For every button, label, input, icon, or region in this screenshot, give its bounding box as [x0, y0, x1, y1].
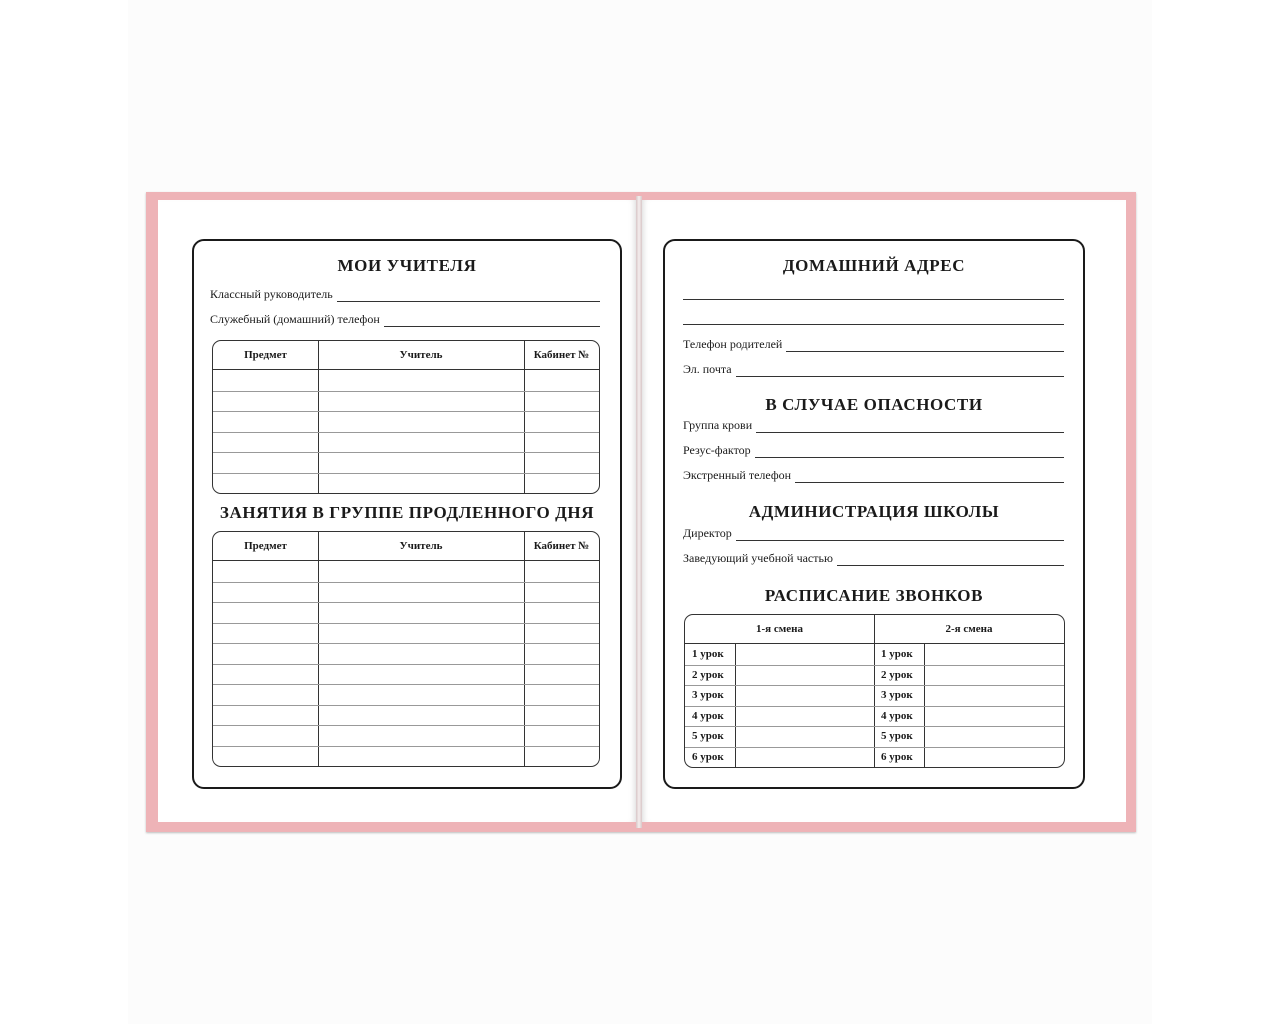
director-line — [736, 529, 1064, 541]
home-address-title: ДОМАШНИЙ АДРЕС — [782, 256, 966, 275]
emergency-phone-line — [795, 471, 1064, 483]
table-row-line — [213, 391, 599, 392]
teachers-title: МОИ УЧИТЕЛЯ — [337, 256, 477, 275]
blood-group-line — [756, 421, 1064, 433]
teachers-header-subject: Предмет — [244, 349, 287, 361]
home-address-line — [683, 299, 1064, 300]
emergency-phone-label: Экстренный телефон — [683, 468, 792, 482]
teacher-phone-label: Служебный (домашний) телефон — [210, 312, 380, 326]
shift-2-lesson-label: 2 урок — [881, 668, 913, 681]
teacher-phone-field — [210, 312, 600, 327]
table-row-line — [213, 582, 599, 583]
afterschool-header-teacher: Учитель — [399, 540, 443, 552]
shift-2-lesson-label: 3 урок — [881, 689, 913, 701]
shift-1-lesson-label: 4 урок — [692, 709, 724, 722]
afterschool-header-room: Кабинет № — [533, 540, 590, 552]
table-row-line — [213, 473, 599, 474]
teachers-table — [212, 340, 600, 494]
shift-2-header: 2-я смена — [945, 623, 993, 635]
head-teacher-field — [683, 551, 1064, 566]
emergency-title: В СЛУЧАЕ ОПАСНОСТИ — [765, 395, 983, 414]
shift-1-lesson-label: 1 урок — [692, 648, 724, 660]
shift-1-lesson-label: 3 урок — [692, 689, 724, 701]
class-teacher-label: Классный руководитель — [210, 287, 333, 301]
teachers-header-teacher: Учитель — [399, 349, 443, 361]
parents-phone-line — [786, 340, 1064, 352]
table-row-line — [213, 411, 599, 412]
shift-2-lesson-label: 4 урок — [881, 709, 913, 722]
bell-schedule-table — [684, 614, 1065, 768]
table-row-line — [213, 452, 599, 453]
table-row-line — [213, 643, 599, 644]
shift-1-lesson-label: 5 урок — [692, 730, 724, 742]
diary-spine — [636, 196, 642, 828]
table-row-line — [213, 623, 599, 624]
administration-title: АДМИНИСТРАЦИЯ ШКОЛЫ — [748, 502, 1000, 521]
class-teacher-field — [210, 287, 600, 302]
head-teacher-line — [837, 554, 1064, 566]
afterschool-header-subject: Предмет — [244, 540, 287, 552]
teachers-header-room: Кабинет № — [533, 349, 590, 361]
parents-phone-field — [683, 337, 1064, 352]
head-teacher-label: Заведующий учебной частью — [683, 551, 833, 565]
email-label: Эл. почта — [683, 362, 732, 376]
table-row-line — [213, 746, 599, 747]
table-row-line — [213, 432, 599, 433]
table-row-line — [213, 725, 599, 726]
director-field — [683, 526, 1064, 541]
teacher-phone-line — [384, 315, 600, 327]
rh-factor-line — [755, 446, 1064, 458]
emergency-phone-field — [683, 468, 1064, 483]
shift-2-lesson-label: 5 урок — [881, 730, 913, 742]
parents-phone-label: Телефон родителей — [683, 337, 783, 351]
blood-group-field — [683, 418, 1064, 433]
home-address-line — [683, 324, 1064, 325]
afterschool-table-col-divider — [318, 532, 319, 766]
shift-1-header: 1-я смена — [756, 623, 803, 635]
table-row-line — [213, 664, 599, 665]
table-row-line — [213, 705, 599, 706]
class-teacher-line — [337, 290, 600, 302]
table-row-line — [213, 602, 599, 603]
afterschool-title: ЗАНЯТИЯ В ГРУППЕ ПРОДЛЕННОГО ДНЯ — [219, 503, 595, 522]
blood-group-label: Группа крови — [683, 418, 753, 432]
table-row-line — [213, 684, 599, 685]
afterschool-table-col-divider — [524, 532, 525, 766]
rh-factor-label: Резус-фактор — [683, 443, 751, 457]
afterschool-table — [212, 531, 600, 767]
shift-2-lesson-label: 1 урок — [881, 648, 913, 660]
rh-factor-field — [683, 443, 1064, 458]
shift-1-lesson-label: 2 урок — [692, 668, 724, 681]
director-label: Директор — [683, 526, 732, 540]
shift-2-lesson-label: 6 урок — [881, 750, 913, 763]
bells-title: РАСПИСАНИЕ ЗВОНКОВ — [764, 586, 984, 605]
email-line — [736, 365, 1064, 377]
email-field — [683, 362, 1064, 377]
shift-1-lesson-label: 6 урок — [692, 750, 724, 763]
